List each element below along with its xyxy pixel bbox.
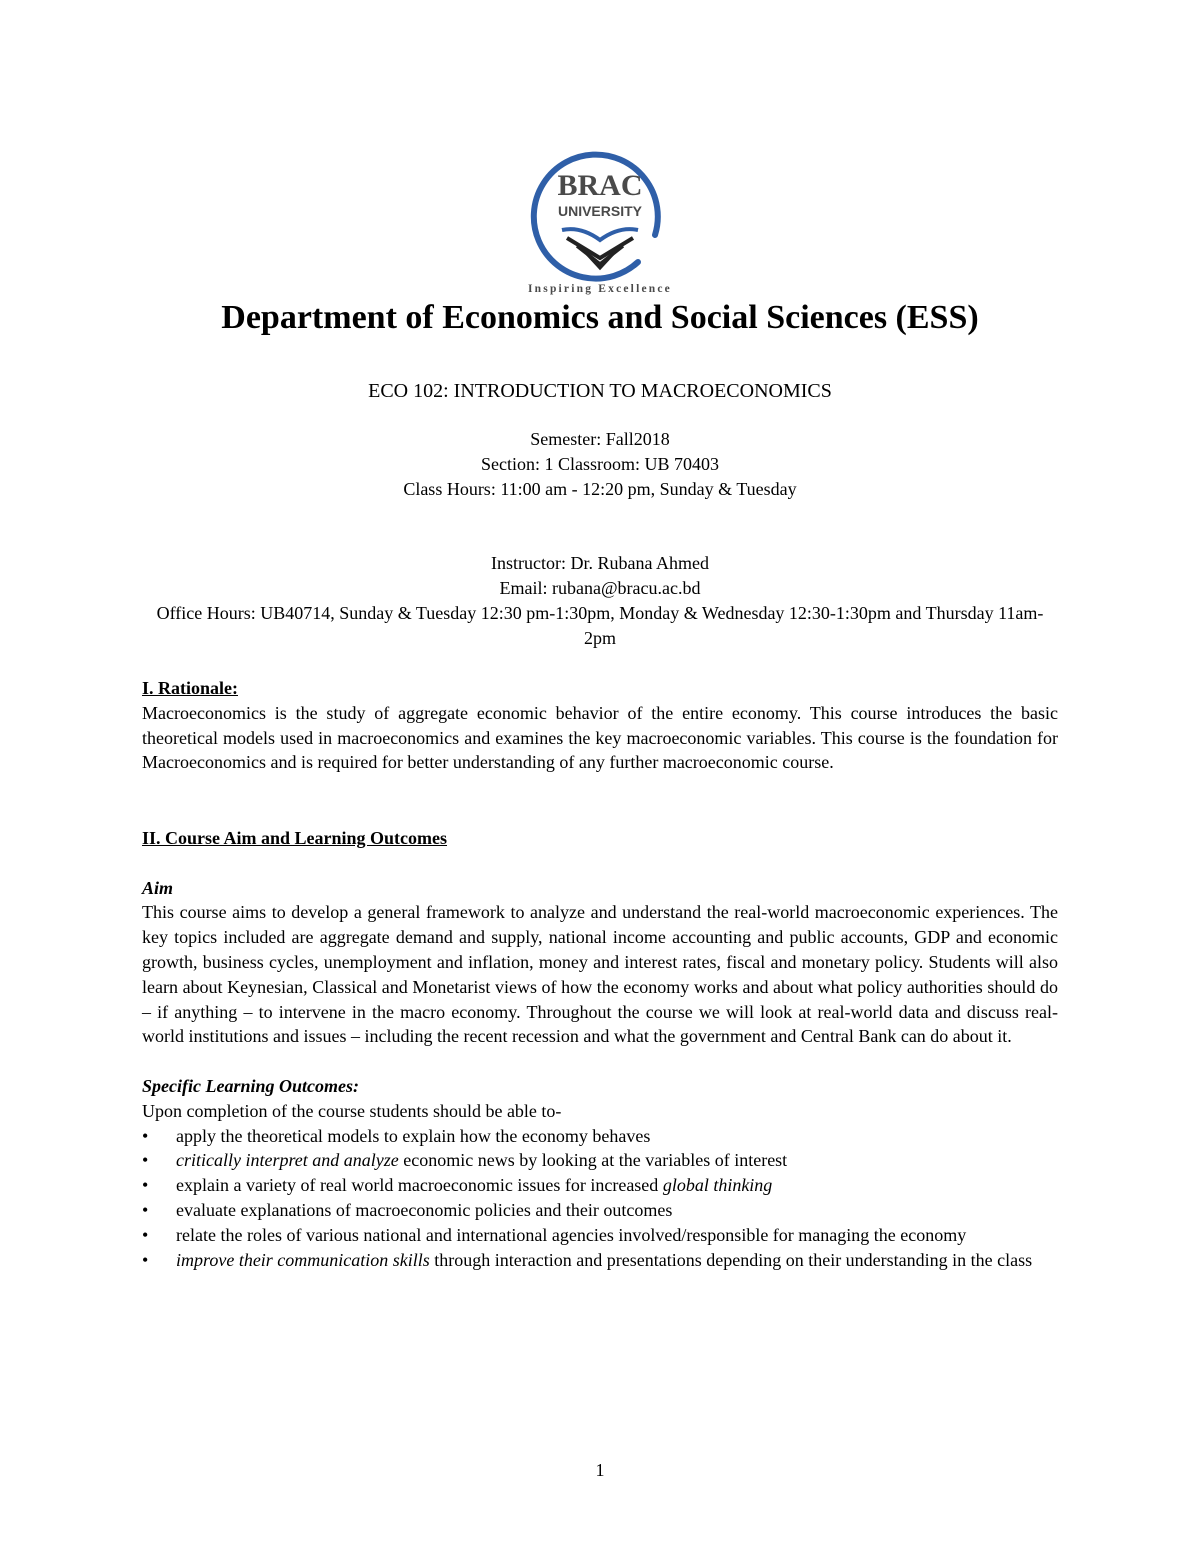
outcomes-intro: Upon completion of the course students should be able to-: [142, 1100, 562, 1121]
bullet-icon: •: [142, 1175, 149, 1196]
list-item: • explain a variety of real world macroeconomic issues for increased global thinking: [142, 1173, 1058, 1198]
brac-logo-graphic: [505, 140, 695, 300]
rationale-heading: I. Rationale:: [142, 678, 238, 698]
list-item: • improve their communication skills through interaction and presentations depending on their understanding in the class: [142, 1248, 1058, 1273]
class-hours-line: Class Hours: 11:00 am - 12:20 pm, Sunday & Tuesday: [403, 479, 797, 499]
instructor-email: Email: rubana@bracu.ac.bd: [499, 578, 701, 598]
instructor-name: Instructor: Dr. Rubana Ahmed: [491, 553, 709, 573]
department-title: Department of Economics and Social Sciences (ESS): [221, 299, 979, 336]
logo-tagline: Inspiring Excellence: [528, 283, 672, 295]
list-item: • critically interpret and analyze economic news by looking at the variables of interest: [142, 1148, 1058, 1173]
course-title: ECO 102: INTRODUCTION TO MACROECONOMICS: [368, 380, 832, 402]
rationale-section: [142, 676, 1058, 775]
bullet-icon: •: [142, 1224, 149, 1245]
aim-label: Aim: [142, 877, 174, 898]
semester-line: Semester: Fall2018: [530, 429, 670, 449]
bullet-icon: •: [142, 1150, 149, 1171]
brac-university-logo: [505, 140, 695, 300]
aims-section: [142, 826, 1058, 1272]
list-item: • apply the theoretical models to explain how the economy behaves: [142, 1124, 1058, 1149]
section-line: Section: 1 Classroom: UB 70403: [481, 454, 719, 474]
bullet-icon: •: [142, 1249, 149, 1270]
aims-heading: II. Course Aim and Learning Outcomes: [142, 828, 448, 848]
bullet-icon: •: [142, 1199, 149, 1220]
logo-line2: UNIVERSITY: [557, 203, 643, 219]
office-hours: Office Hours: UB40714, Sunday & Tuesday 12:30 pm-1:30pm, Monday & Wednesday 12:30-1:30pm and Thursday 11am-2pm: [156, 603, 1044, 648]
list-item: • evaluate explanations of macroeconomic policies and their outcomes: [142, 1198, 1058, 1223]
logo-line1: BRAC: [557, 169, 643, 202]
rationale-text: Macroeconomics is the study of aggregate economic behavior of the entire economy. This course introduces the basic theoretical models used in macroeconomics and examines the key macroeconomic variables. This course is the foundation for Macroeconomics and is required for better understanding of any further macroeconomic course.: [142, 702, 1058, 773]
outcomes-label: Specific Learning Outcomes:: [142, 1075, 359, 1096]
outcomes-list: [142, 1124, 1058, 1273]
book-top-icon: [562, 229, 638, 240]
aim-text: This course aims to develop a general framework to analyze and understand the real-world macroeconomic experiences. The key topics included are aggregate demand and supply, national income accounting and public accounts, GDP and economic growth, business cycles, unemployment and inflation, money and interest rates, fiscal and monetary policy. Students will also learn about Keynesian, Classical and Monetarist views of how the economy works and about what policy authorities should do – if anything – to intervene in the macro economy. Throughout the course we will look at real-world data and discuss real-world institutions and issues – including the recent recession and what the government and Central Bank can do about it.: [142, 902, 1058, 1047]
instructor-block: [140, 551, 1060, 651]
list-item: • relate the roles of various national and international agencies involved/responsible for managing the economy: [142, 1223, 1058, 1248]
schedule-block: [140, 427, 1060, 502]
bullet-icon: •: [142, 1125, 149, 1146]
page-number: 1: [595, 1460, 605, 1480]
